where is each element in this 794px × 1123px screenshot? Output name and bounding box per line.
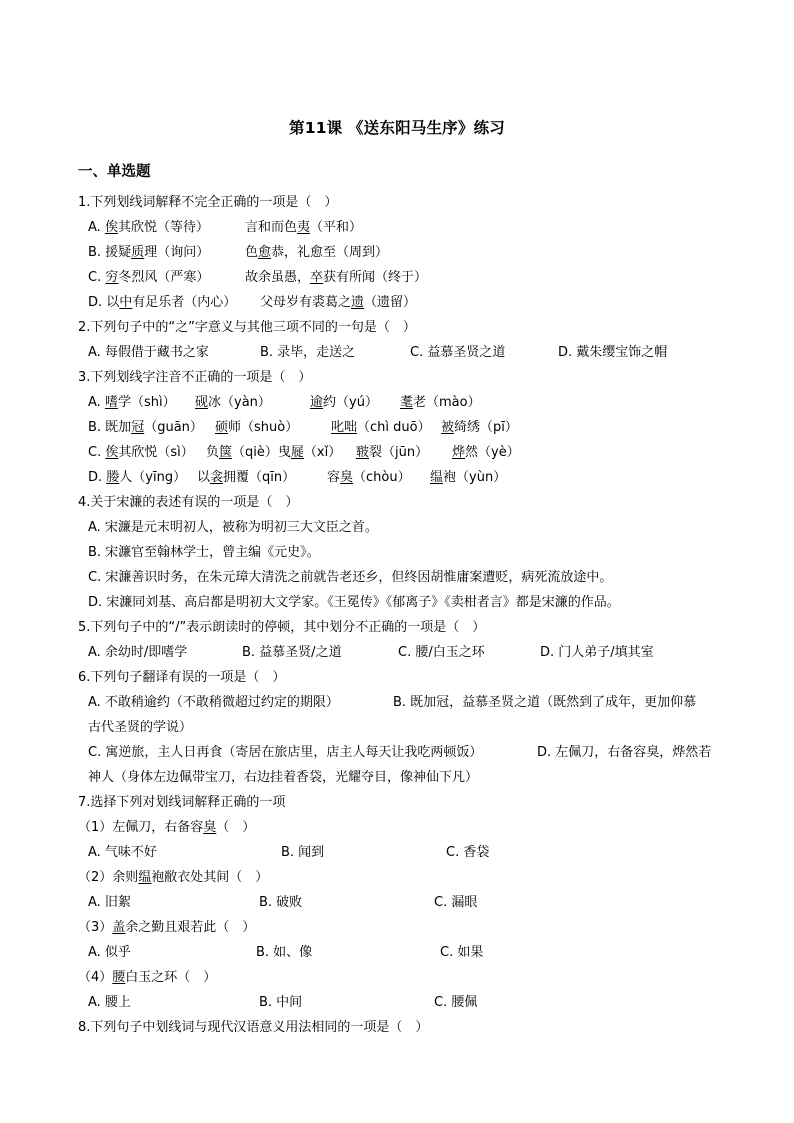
question-3-option-c-4: 烨然（yè） xyxy=(452,445,520,460)
question-6-option-b-cont: 古代圣贤的学说） xyxy=(88,720,193,735)
question-7-stem: 7.选择下列对划线词解释正确的一项 xyxy=(78,795,286,810)
question-1-option-c-second: 故余虽愚，卒获有所闻（终于） xyxy=(245,270,428,285)
question-7-sub-4-option-a: A. 腰上 xyxy=(88,995,131,1010)
question-7-sub-3-option-b: B. 如、像 xyxy=(256,945,313,960)
question-3-option-a-4: 耄老（mào） xyxy=(400,395,481,410)
question-2-option-b: B. 录毕，走送之 xyxy=(260,345,356,360)
question-2-stem: 2.下列句子中的“之”字意义与其他三项不同的一句是（ ） xyxy=(78,320,416,335)
question-3-option-a: A. 嗜学（shì） xyxy=(88,395,176,410)
question-5-option-d: D. 门人弟子/填其室 xyxy=(540,645,654,660)
page-title: 第11课 《送东阳马生序》练习 xyxy=(289,119,505,137)
question-3-stem: 3.下列划线字注音不正确的一项是（ ） xyxy=(78,370,312,385)
question-1-option-d-second: 父母岁有裘葛之遗（遗留） xyxy=(260,295,417,310)
question-4-option-b: B. 宋濂官至翰林学士，曾主编《元史》。 xyxy=(88,545,320,560)
question-7-sub-3: （3）盖余之勤且艰若此（ ） xyxy=(78,920,256,935)
question-1-option-b-second: 色愈恭，礼愈至（周到） xyxy=(245,245,389,260)
question-7-sub-3-option-c: C. 如果 xyxy=(440,945,484,960)
question-1-stem: 1.下列划线词解释不完全正确的一项是（ ） xyxy=(78,195,338,210)
question-7-sub-1: （1）左佩刀，右备容臭（ ） xyxy=(78,820,256,835)
question-3-option-c-3: 皲裂（jūn） xyxy=(356,445,429,460)
question-3-option-c: C. 俟其欣悦（sì） xyxy=(88,445,194,460)
question-3-option-b-2: 硕师（shuò） xyxy=(215,420,299,435)
question-5-option-b: B. 益慕圣贤/之道 xyxy=(242,645,342,660)
question-3-option-c-2: 负箧（qiè）曳屣（xǐ） xyxy=(206,445,342,460)
question-7-sub-4-option-c: C. 腰佩 xyxy=(434,995,478,1010)
question-3-option-b-3: 叱咄（chì duō） xyxy=(331,420,431,435)
question-4-option-c: C. 宋濂善识时务，在朱元璋大清洗之前就告老还乡，但终因胡惟庸案遭贬，病死流放途中。 xyxy=(88,570,613,585)
question-4-option-d: D. 宋濂同刘基、高启都是明初大文学家。《王冕传》《郁离子》《卖柑者言》都是宋濂的作品。 xyxy=(88,595,620,610)
question-6-option-c: C. 寓逆旅，主人日再食（寄居在旅店里，店主人每天让我吃两顿饭） xyxy=(88,745,483,760)
question-7-sub-1-option-b: B. 闻到 xyxy=(281,845,325,860)
question-3-option-d-3: 容臭（chòu） xyxy=(327,470,411,485)
question-3-option-a-2: 砚冰（yàn） xyxy=(195,395,271,410)
question-8-stem: 8.下列句子中划线词与现代汉语意义用法相同的一项是（ ） xyxy=(78,1020,429,1035)
question-7-sub-2-option-a: A. 旧絮 xyxy=(88,895,131,910)
question-6-option-d-cont: 神人（身体左边佩带宝刀，右边挂着香袋，光耀夺目，像神仙下凡） xyxy=(88,770,479,785)
question-3-option-b-4: 被绮绣（pī） xyxy=(441,420,518,435)
question-7-sub-1-option-a: A. 气味不好 xyxy=(88,845,157,860)
question-2-option-d: D. 戴朱缨宝饰之帽 xyxy=(558,345,668,360)
question-6-option-d: D. 左佩刀，右备容臭，烨然若 xyxy=(537,745,712,760)
question-6-stem: 6.下列句子翻译有误的一项是（ ） xyxy=(78,670,286,685)
question-7-sub-1-option-c: C. 香袋 xyxy=(446,845,490,860)
question-7-sub-2-option-c: C. 漏眼 xyxy=(434,895,478,910)
question-1-option-d: D. 以中有足乐者（内心） xyxy=(88,295,237,310)
question-6-option-a: A. 不敢稍逾约（不敢稍微超过约定的期限） xyxy=(88,695,339,710)
question-7-sub-2: （2）余则缊袍敝衣处其间（ ） xyxy=(78,870,269,885)
question-5-option-c: C. 腰/白玉之环 xyxy=(398,645,485,660)
question-7-sub-4: （4）腰白玉之环（ ） xyxy=(78,970,217,985)
question-7-sub-3-option-a: A. 似乎 xyxy=(88,945,131,960)
question-1-option-a: A. 俟其欣悦（等待） xyxy=(88,220,209,235)
question-2-option-a: A. 每假借于藏书之家 xyxy=(88,345,209,360)
question-3-option-d: D. 媵人（yīng） xyxy=(88,470,187,485)
question-4-stem: 4.关于宋濂的表述有误的一项是（ ） xyxy=(78,495,299,510)
question-3-option-d-2: 以衾拥覆（qīn） xyxy=(197,470,296,485)
question-5-stem: 5.下列句子中的“/”表示朗读时的停顿，其中划分不正确的一项是（ ） xyxy=(78,620,486,635)
section-heading: 一、单选题 xyxy=(78,164,151,180)
question-3-option-b: B. 既加冠（guān） xyxy=(88,420,203,435)
question-5-option-a: A. 余幼时/即嗜学 xyxy=(88,645,188,660)
question-6-option-b: B. 既加冠，益慕圣贤之道（既然到了成年，更加仰慕 xyxy=(393,695,697,710)
question-1-option-b: B. 援疑质理（询问） xyxy=(88,245,210,260)
question-3-option-d-4: 缊袍（yùn） xyxy=(430,470,507,485)
question-4-option-a: A. 宋濂是元末明初人，被称为明初三大文臣之首。 xyxy=(88,520,378,535)
question-1-option-a-second: 言和而色夷（平和） xyxy=(245,220,363,235)
question-7-sub-4-option-b: B. 中间 xyxy=(259,995,303,1010)
question-3-option-a-3: 逾约（yú） xyxy=(310,395,378,410)
question-1-option-c: C. 穷冬烈风（严寒） xyxy=(88,270,210,285)
question-2-option-c: C. 益慕圣贤之道 xyxy=(410,345,506,360)
question-7-sub-2-option-b: B. 破败 xyxy=(259,895,303,910)
